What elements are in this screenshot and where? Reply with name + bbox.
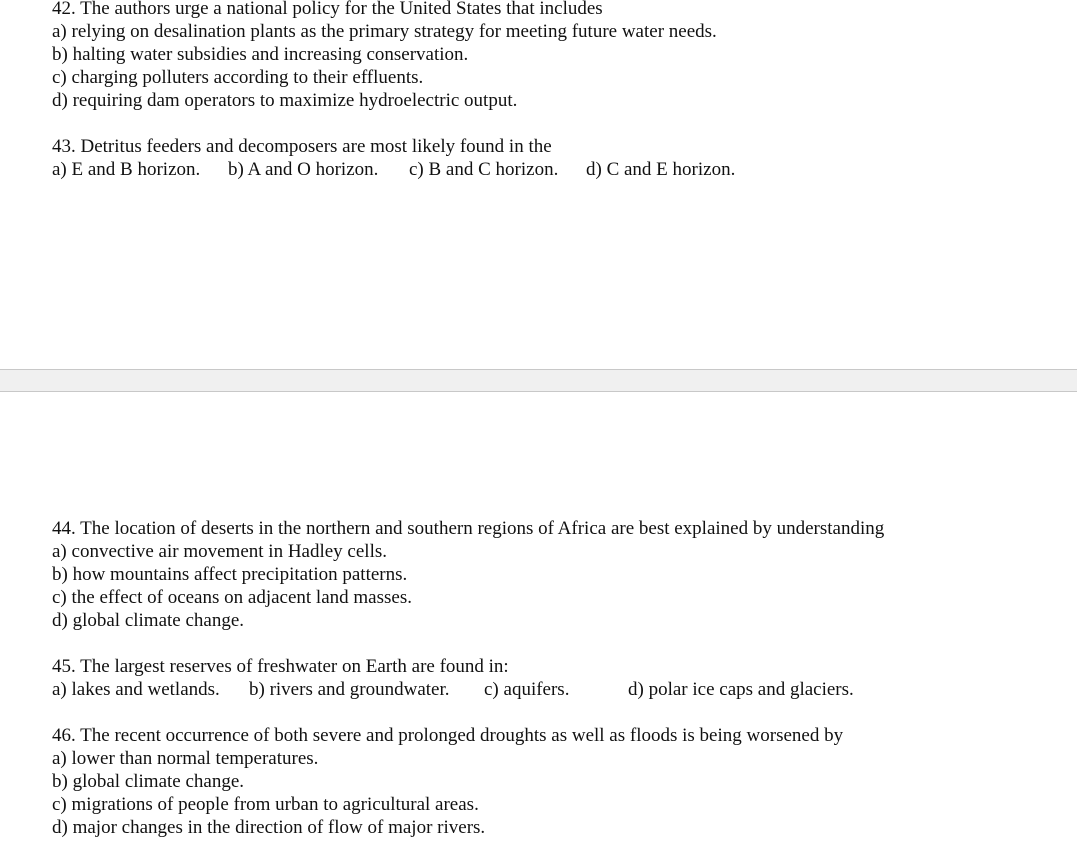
question-43-option-a: a) E and B horizon. — [52, 159, 201, 180]
question-46-stem: 46. The recent occurrence of both severe and prolonged droughts as well as floods is being worsened by — [52, 725, 844, 746]
question-43-option-b: b) A and O horizon. — [228, 159, 379, 180]
question-43-option-d: d) C and E horizon. — [586, 159, 736, 180]
question-42-option-b: b) halting water subsidies and increasing conservation. — [52, 44, 469, 65]
question-45-option-d: d) polar ice caps and glaciers. — [628, 679, 854, 700]
question-45-option-c: c) aquifers. — [484, 679, 570, 700]
question-45-stem: 45. The largest reserves of freshwater on Earth are found in: — [52, 656, 509, 677]
page-break-gap — [0, 369, 1077, 392]
document-page-top — [0, 0, 1077, 369]
question-44-option-a: a) convective air movement in Hadley cells. — [52, 541, 388, 562]
question-46-option-d: d) major changes in the direction of flow of major rivers. — [52, 817, 486, 838]
question-42-option-a: a) relying on desalination plants as the primary strategy for meeting future water needs. — [52, 21, 717, 42]
question-44-option-b: b) how mountains affect precipitation patterns. — [52, 564, 408, 585]
question-44-option-d: d) global climate change. — [52, 610, 245, 631]
question-46-option-b: b) global climate change. — [52, 771, 245, 792]
document-page-bottom — [0, 392, 1077, 853]
question-42-stem: 42. The authors urge a national policy for the United States that includes — [52, 0, 603, 19]
question-42-option-c: c) charging polluters according to their effluents. — [52, 67, 424, 88]
question-42-option-d: d) requiring dam operators to maximize hydroelectric output. — [52, 90, 518, 111]
question-44-stem: 44. The location of deserts in the northern and southern regions of Africa are best explained by understanding — [52, 518, 885, 539]
question-46-option-a: a) lower than normal temperatures. — [52, 748, 319, 769]
question-46-option-c: c) migrations of people from urban to agricultural areas. — [52, 794, 479, 815]
question-45-option-a: a) lakes and wetlands. — [52, 679, 220, 700]
question-43-stem: 43. Detritus feeders and decomposers are most likely found in the — [52, 136, 552, 157]
question-45-option-b: b) rivers and groundwater. — [249, 679, 450, 700]
question-43-option-c: c) B and C horizon. — [409, 159, 559, 180]
question-44-option-c: c) the effect of oceans on adjacent land masses. — [52, 587, 412, 608]
